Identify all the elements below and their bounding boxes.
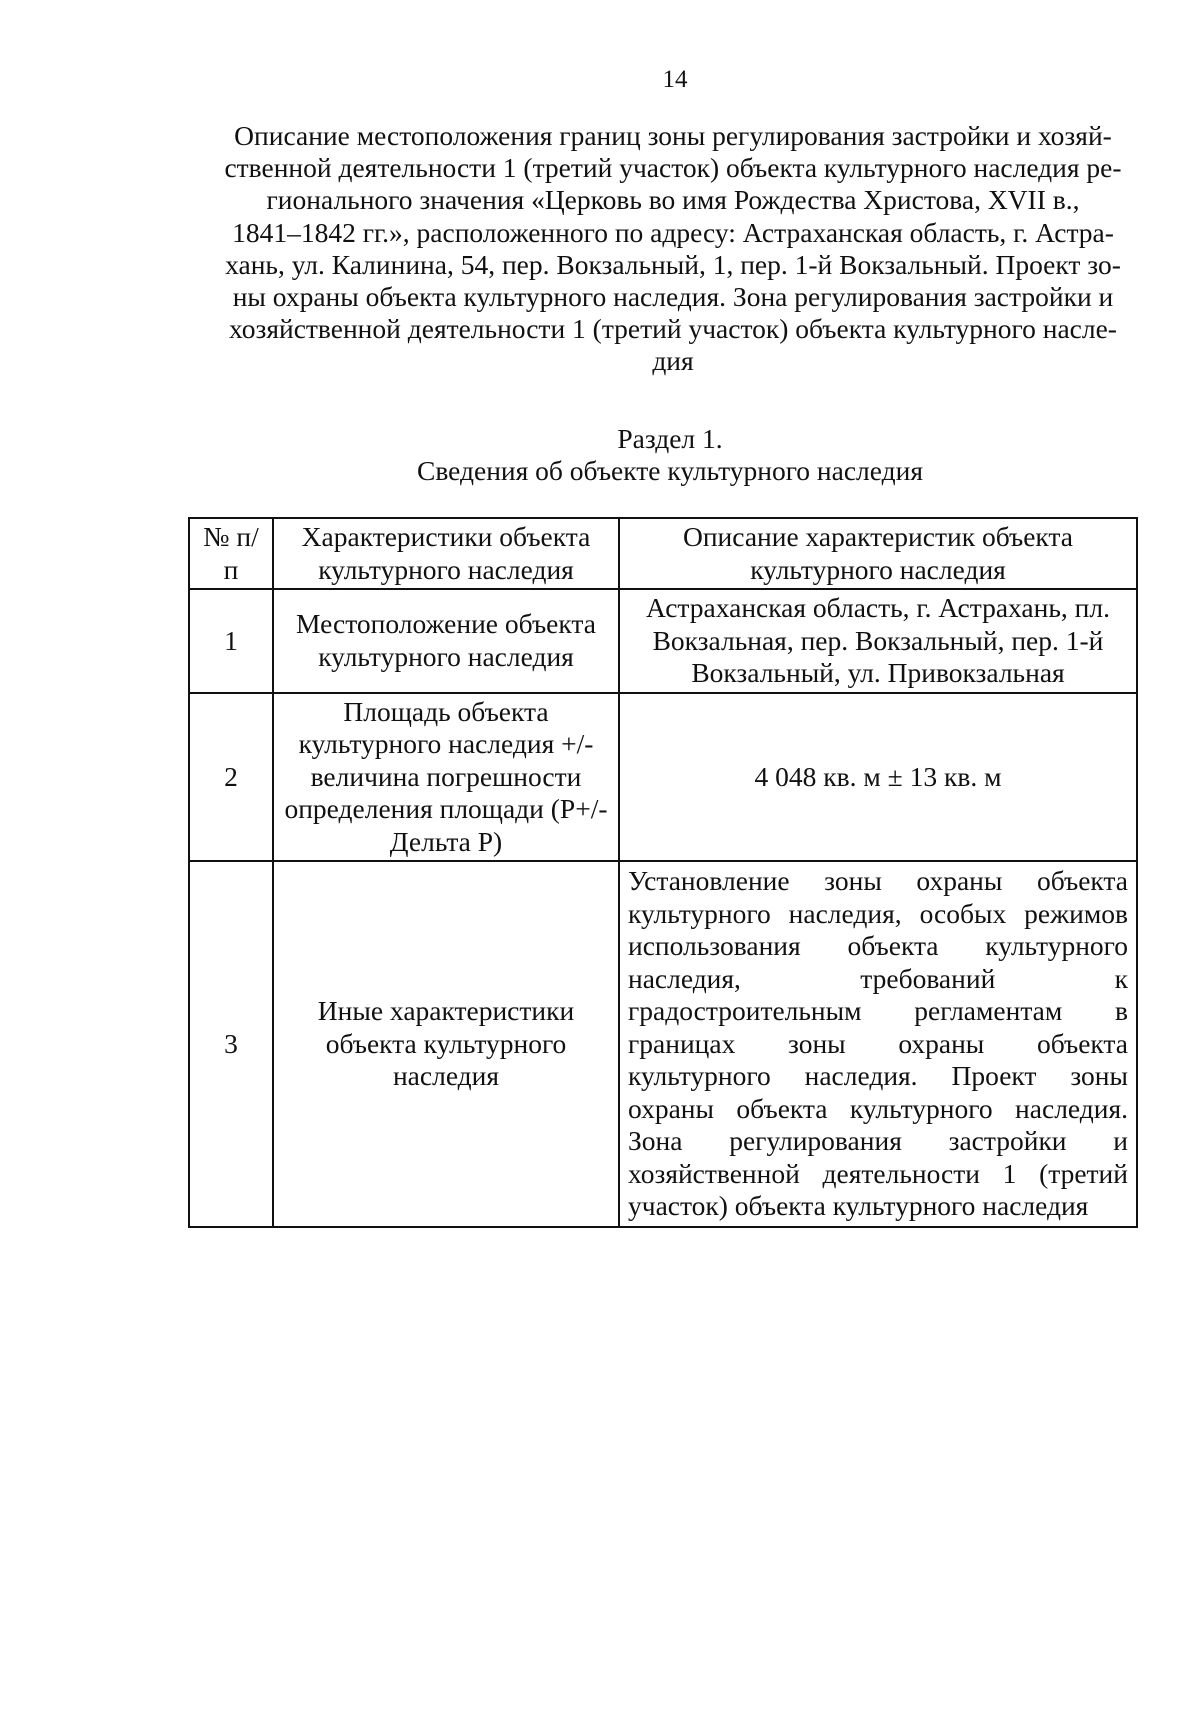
header-description: Описание характеристик объекта культурного наследия (619, 518, 1137, 589)
header-num: № п/п (189, 518, 273, 589)
title-line: ственной деятельности 1 (третий участок) объекта культурного наследия ре- (224, 152, 1122, 184)
row-description: Установление зоны охраны объекта культурного наследия, особых режимов использования объекта культурного наследия, требований к градостроительным регламентам в границах зоны охраны объекта культурного наследия. Проект зоны охраны объекта культурного наследия. Зона регулирования застройки и хозяйственной деятельности 1 (третий участок) объекта культурного наследия (619, 861, 1137, 1227)
row-characteristic: Местоположение объекта культурного наследия (273, 589, 619, 693)
table-row (189, 589, 1137, 693)
title-line: Описание местоположения границ зоны регулирования застройки и хозяй- (234, 120, 1112, 151)
row-description: Астраханская область, г. Астрахань, пл. Вокзальная, пер. Вокзальный, пер. 1-й Вокзальный, ул. Привокзальная (619, 589, 1137, 693)
row-num: 3 (189, 861, 273, 1227)
row-num: 1 (189, 589, 273, 693)
title-line: ны охраны объекта культурного наследия. Зона регулирования застройки и (232, 281, 1114, 313)
title-line: гионального значения «Церковь во имя Рождества Христова, XVII в., (266, 184, 1080, 216)
row-num: 2 (189, 693, 273, 862)
row-characteristic: Иные характеристики объекта культурного наследия (273, 861, 619, 1227)
section-subtitle: Сведения об объекте культурного наследия (417, 455, 923, 486)
page-number: 14 (662, 66, 688, 93)
title-line: 1841–1842 гг.», расположенного по адресу: Астраханская область, г. Астра- (232, 216, 1114, 248)
table-row (189, 693, 1137, 862)
row-characteristic: Площадь объекта культурного наследия +/- величина погрешности определения площади (P+/- Дельта P) (273, 693, 619, 862)
section-label: Раздел 1. (617, 423, 723, 454)
table-header-row (189, 518, 1137, 589)
document-title (212, 120, 1134, 378)
title-line: дия (652, 345, 694, 377)
header-characteristic: Характеристики объекта культурного наследия (273, 518, 619, 589)
row-description: 4 048 кв. м ± 13 кв. м (619, 693, 1137, 862)
section-heading (190, 423, 1150, 487)
table-row (189, 861, 1137, 1227)
title-line: хань, ул. Калинина, 54, пер. Вокзальный, 1, пер. 1-й Вокзальный. Проект зо- (225, 248, 1121, 280)
characteristics-table (188, 517, 1138, 1228)
title-line: хозяйственной деятельности 1 (третий участок) объекта культурного насле- (229, 313, 1117, 345)
